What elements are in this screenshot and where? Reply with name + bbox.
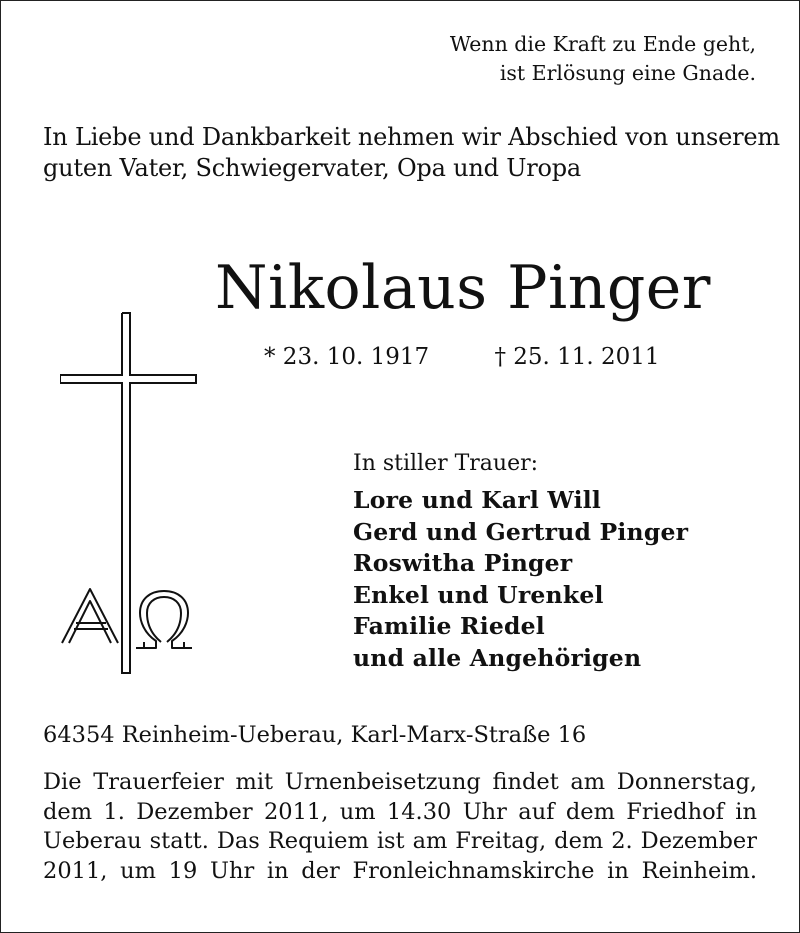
address: 64354 Reinheim-Ueberau, Karl-Marx-Straße 16 xyxy=(43,722,587,748)
motto-line-2: ist Erlösung eine Gnade. xyxy=(499,61,756,85)
mourners-heading: In stiller Trauer: xyxy=(353,451,539,476)
mourner-name: Enkel und Urenkel xyxy=(353,580,604,609)
motto-quote xyxy=(450,30,756,88)
deceased-name: Nikolaus Pinger xyxy=(215,253,711,323)
intro-line-2: guten Vater, Schwiegervater, Opa und Uropa xyxy=(43,154,582,182)
mourners-block xyxy=(353,449,688,674)
mourner-name: und alle Angehörigen xyxy=(353,643,642,672)
motto-line-1: Wenn die Kraft zu Ende geht, xyxy=(449,32,756,56)
mourner-name: Lore und Karl Will xyxy=(353,486,601,514)
death-date: † 25. 11. 2011 xyxy=(494,344,660,370)
mourner-name: Roswitha Pinger xyxy=(353,549,573,577)
intro-text xyxy=(43,122,780,184)
cross-alpha-omega-icon xyxy=(60,311,200,677)
life-dates xyxy=(264,341,660,373)
mourners-list xyxy=(353,485,688,674)
intro-line-1: In Liebe und Dankbarkeit nehmen wir Abschied von unserem xyxy=(43,123,780,151)
mourner-name: Gerd und Gertrud Pinger xyxy=(353,517,689,546)
birth-date: * 23. 10. 1917 xyxy=(264,344,430,370)
ceremony-details: Die Trauerfeier mit Urnenbeisetzung findet am Donnerstag, dem 1. Dezember 2011, um 14.30 Uhr auf dem Friedhof in Ueberau statt. Das Requiem ist am Freitag, dem 2. Dezember 2011, um 19 Uhr in der Fronleichnamskirche in Reinheim. xyxy=(43,769,757,884)
mourner-name: Familie Riedel xyxy=(353,612,545,640)
